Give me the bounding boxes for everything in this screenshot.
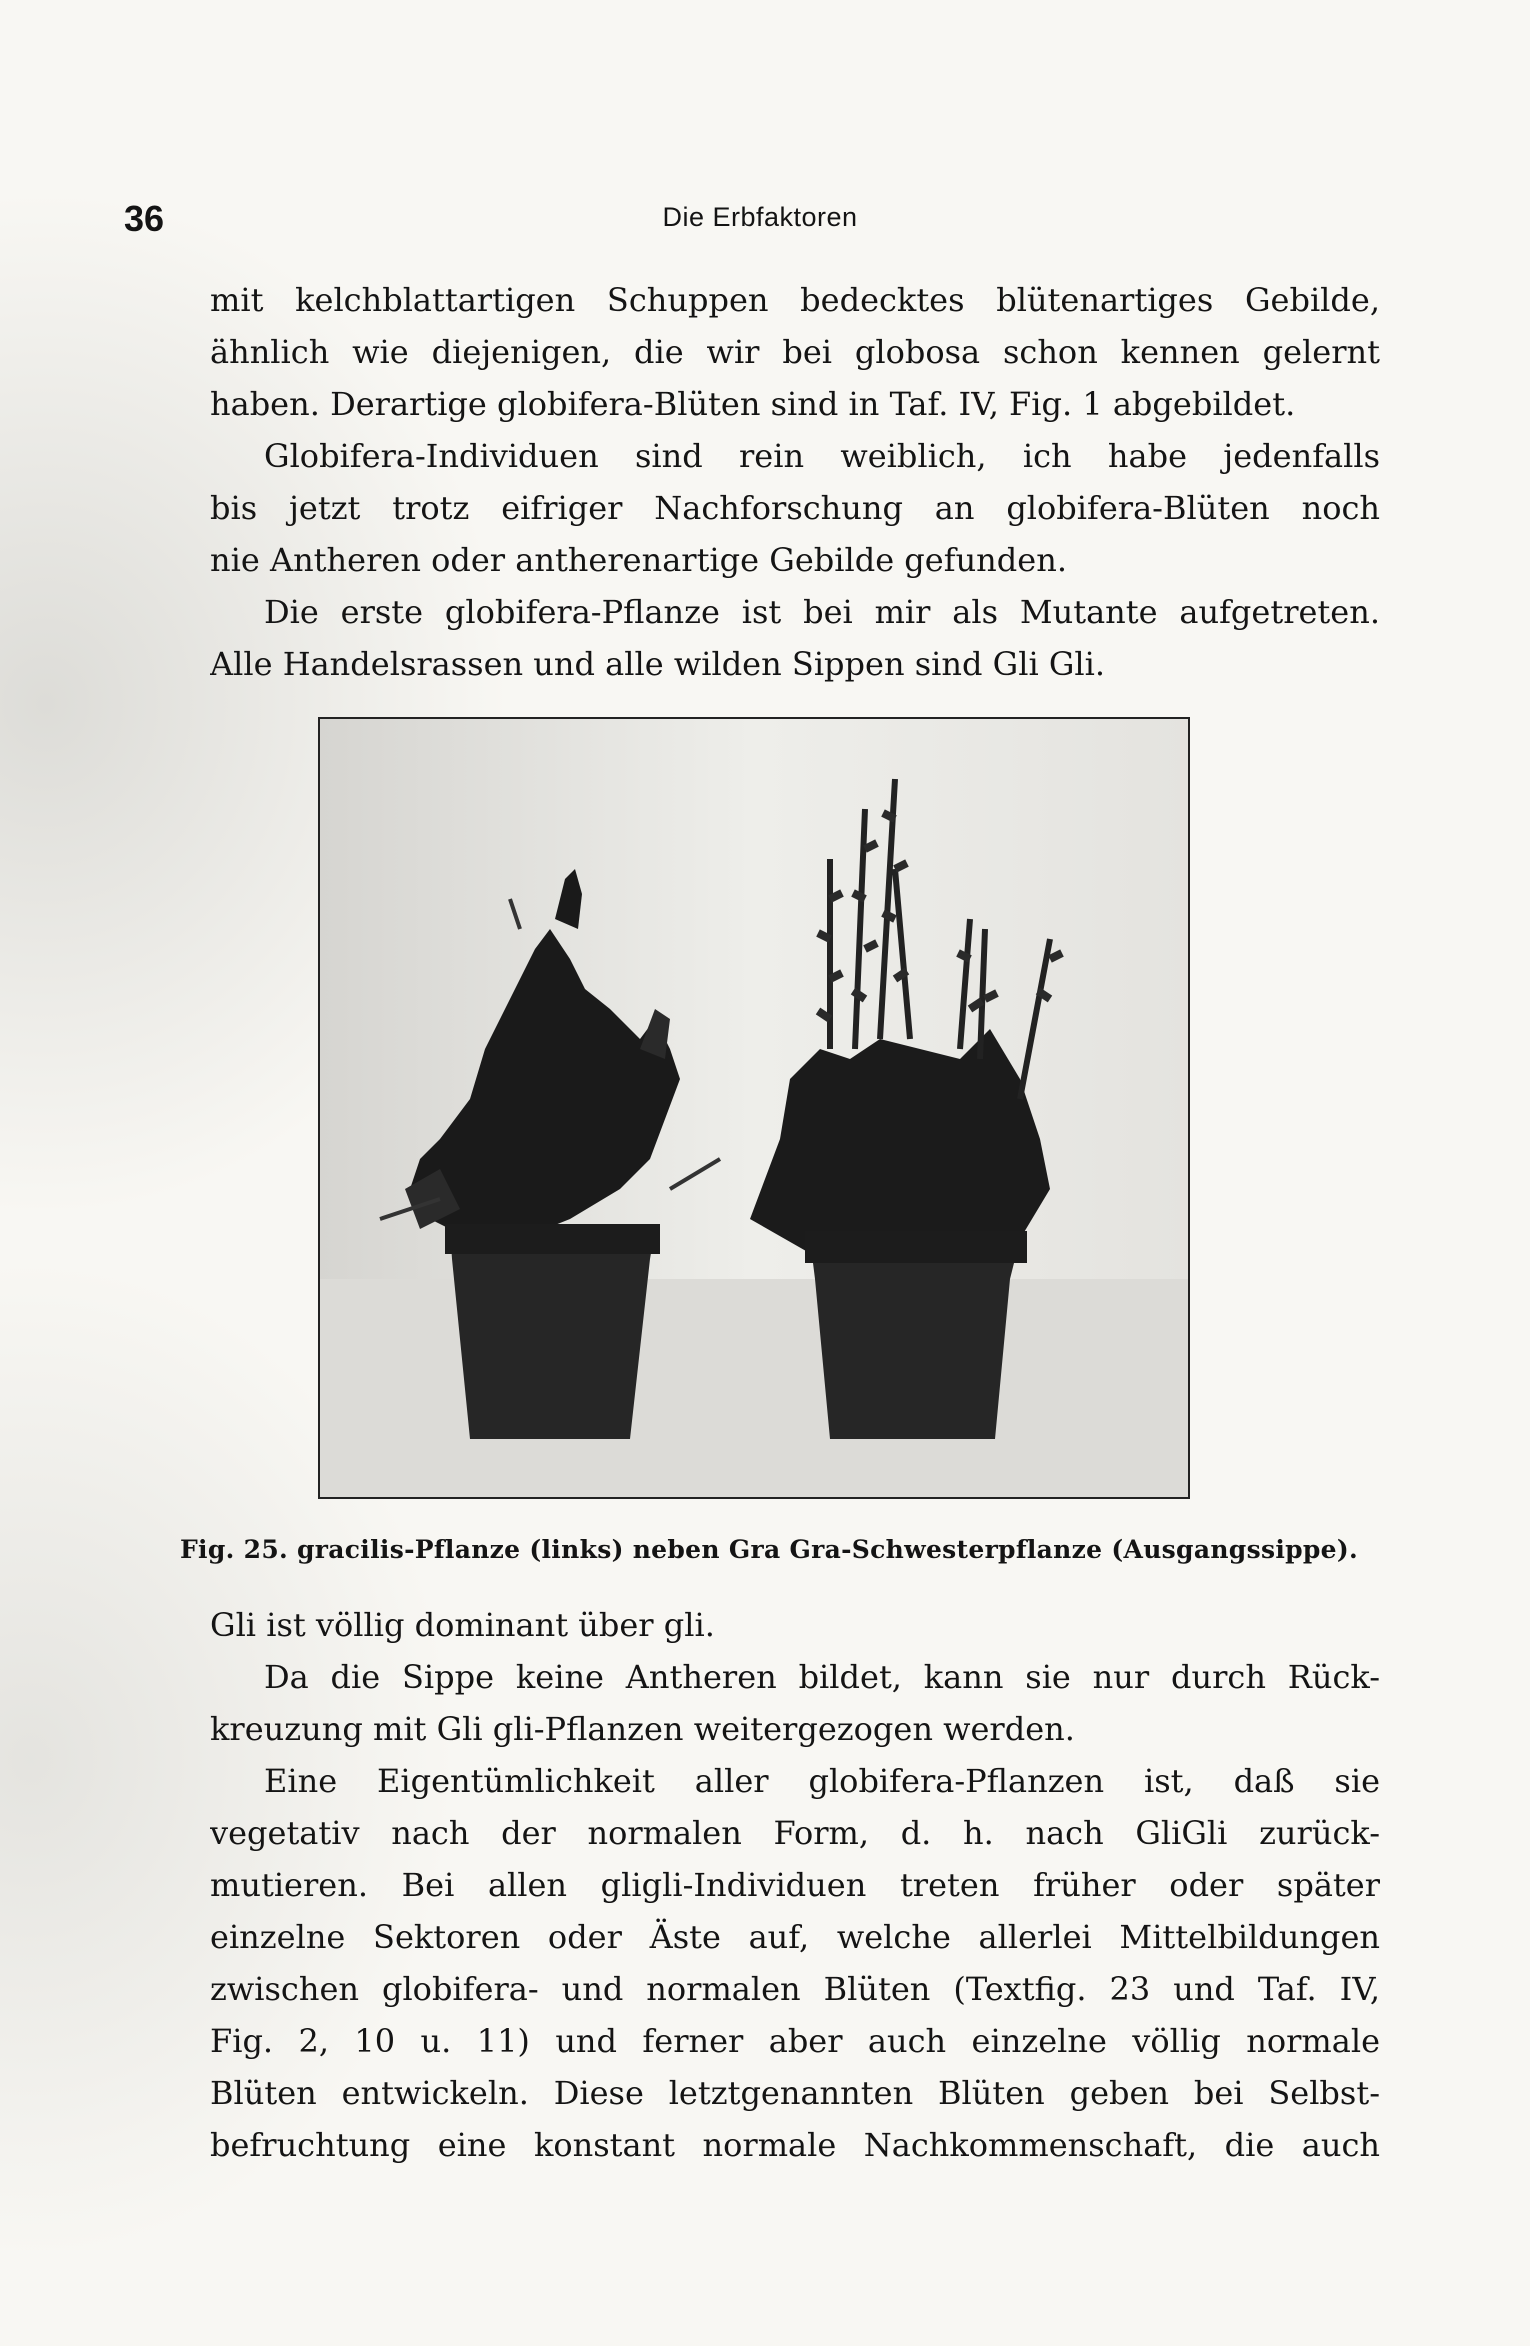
text-line: Fig. 2, 10 u. 11) und ferner aber auch einzelne völlig normale <box>210 2022 1380 2060</box>
running-head: Die Erbfaktoren <box>662 202 858 232</box>
text-line: mit kelchblattartigen Schuppen bedecktes blütenartiges Gebilde, <box>210 281 1380 319</box>
text-line: befruchtung eine konstant normale Nachkommenschaft, die auch <box>210 2126 1380 2164</box>
text-line: nie Antheren oder antherenartige Gebilde gefunden. <box>210 541 1067 579</box>
text-line: Alle Handelsrassen und alle wilden Sippen sind Gli Gli. <box>210 645 1106 683</box>
left-pot <box>445 1224 660 1439</box>
text-line: ähnlich wie diejenigen, die wir bei globosa schon kennen gelernt <box>210 333 1380 371</box>
text-block-top <box>210 274 1380 690</box>
text-line: kreuzung mit Gli gli-Pflanzen weitergezogen werden. <box>210 1710 1075 1748</box>
text-line: mutieren. Bei allen gligli-Individuen treten früher oder später <box>210 1866 1380 1904</box>
text-line: Eine Eigentümlichkeit aller globifera-Pflanzen ist, daß sie <box>264 1762 1380 1800</box>
text-block-bottom <box>210 1599 1380 2171</box>
text-line: Blüten entwickeln. Diese letztgenannten Blüten geben bei Selbst- <box>210 2074 1380 2112</box>
text-line: haben. Derartige globifera-Blüten sind in Taf. IV, Fig. 1 abgebildet. <box>210 385 1296 423</box>
page-number: 36 <box>124 198 165 239</box>
right-pot <box>805 1231 1027 1439</box>
text-line: Da die Sippe keine Antheren bildet, kann sie nur durch Rück- <box>264 1658 1380 1696</box>
text-line: Gli ist völlig dominant über gli. <box>210 1606 715 1644</box>
figure-photograph <box>318 717 1190 1499</box>
text-line: Die erste globifera-Pflanze ist bei mir als Mutante aufgetreten. <box>264 593 1380 631</box>
text-line: vegetativ nach der normalen Form, d. h. nach GliGli zurück- <box>210 1814 1380 1852</box>
plant-photo-illustration <box>320 719 1188 1497</box>
figure-caption: Fig. 25. gracilis-Pflanze (links) neben Gra Gra-Schwesterpflanze (Ausgangssippe). <box>180 1535 1359 1564</box>
text-line: bis jetzt trotz eifriger Nachforschung an globifera-Blüten noch <box>210 489 1380 527</box>
page-header <box>0 198 1530 248</box>
text-line: zwischen globifera- und normalen Blüten (Textfig. 23 und Taf. IV, <box>210 1970 1380 2008</box>
text-line: einzelne Sektoren oder Äste auf, welche allerlei Mittelbildungen <box>210 1918 1380 1956</box>
text-line: Globifera-Individuen sind rein weiblich, ich habe jedenfalls <box>264 437 1380 475</box>
